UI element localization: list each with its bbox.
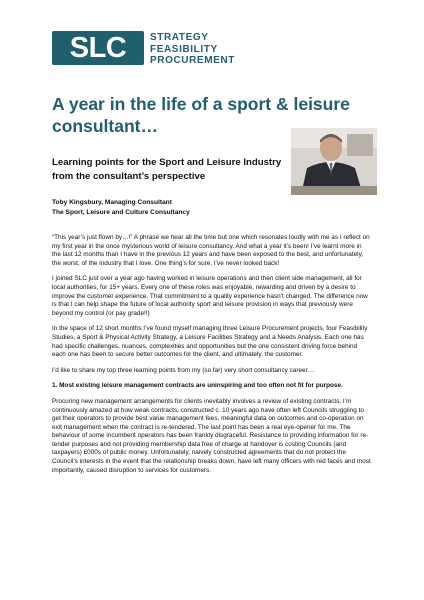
logo-word-procurement: PROCUREMENT (150, 55, 235, 66)
logo-tagline (150, 32, 235, 67)
logo-mark: SLC (69, 32, 127, 64)
author-organisation: The Sport, Leisure and Culture Consultancy (52, 208, 190, 216)
point-1-text: Procuring new management arrangements for clients inevitably involves a review of existing contracts. I’m continuously amazed at how weak contracts, constructed c. 10 years ago have often left Councils struggling to get their operators to provide best value management fees, meaningful data on outcomes and co-operation on exit management when the contract is re-tendered. The last point has been a real eye-opener for me. The behaviour of some incumbent operators has been frankly disgraceful. Resistance to providing information for re-tender purposes and not providing membership data free of charge at handover is costing Councils (and taxpayers) £000s of public money. Unfortunately, naively constructed agreements that do not protect the Council’s interests in the event that the relationship breaks down, have left many officers with red faces and most importantly, caused disruption to services for customers. (52, 397, 371, 474)
paragraph-2: I joined SLC just over a year ago having worked in leisure operations and then client side management, all for local authorities, for 15+ years. Every one of these roles was enjoyable, rewarding and driven by a desire to improve the customer experience. That commitment to a quality experience hasn’t changed. The difference now is that I can help shape the future of local authority sport and leisure provision in ways that previously were beyond my control (or pay grade!!) (52, 275, 368, 317)
article-subtitle: Learning points for the Sport and Leisure Industry from the consultant’s perspective (52, 157, 282, 182)
paragraph-4: I’d like to share my top three learning points from my (so far) very short consultancy career… (52, 366, 315, 374)
point-1-heading: 1. Most existing leisure management contracts are uninspiring and too often not fit for purpose. (52, 382, 343, 390)
byline (52, 198, 292, 218)
author-photo-image (291, 128, 377, 195)
author-name: Toby Kingsbury, Managing Consultant (52, 199, 172, 206)
article-title: A year in the life of a sport & leisure consultant… (52, 94, 350, 136)
author-photo (291, 128, 377, 195)
paragraph-3: In the space of 12 short months I’ve found myself managing three Leisure Procurement projects, four Feasibility Studies, a Sport & Physical Activity Strategy, a Leisure Facilities Strategy and a Needs Analysis. Each one has had specific challenges, nuances, complexities and opportunities but the one consistent driving force behind each one has been to secure better outcomes for the client, and ultimately, the customer. (52, 325, 368, 359)
slc-logo (52, 31, 144, 65)
logo-word-feasibility: FEASIBILITY (150, 43, 218, 55)
article-body (52, 234, 372, 482)
logo-word-strategy: STRATEGY (150, 32, 209, 43)
paragraph-1: “This year’s just flown by…!” A phrase we hear all the time but one which resonates loudly with me as I reflect on my first year in the once mysterious world of leisure consultancy. And what a year it’s been! I’ve learnt more in the last 12 months than I have in the previous 12 years and have been exposed to the best, and unfortunately, the worst, of the industry that I love. One thing’s for sure, I’ve never looked back! (52, 234, 370, 267)
